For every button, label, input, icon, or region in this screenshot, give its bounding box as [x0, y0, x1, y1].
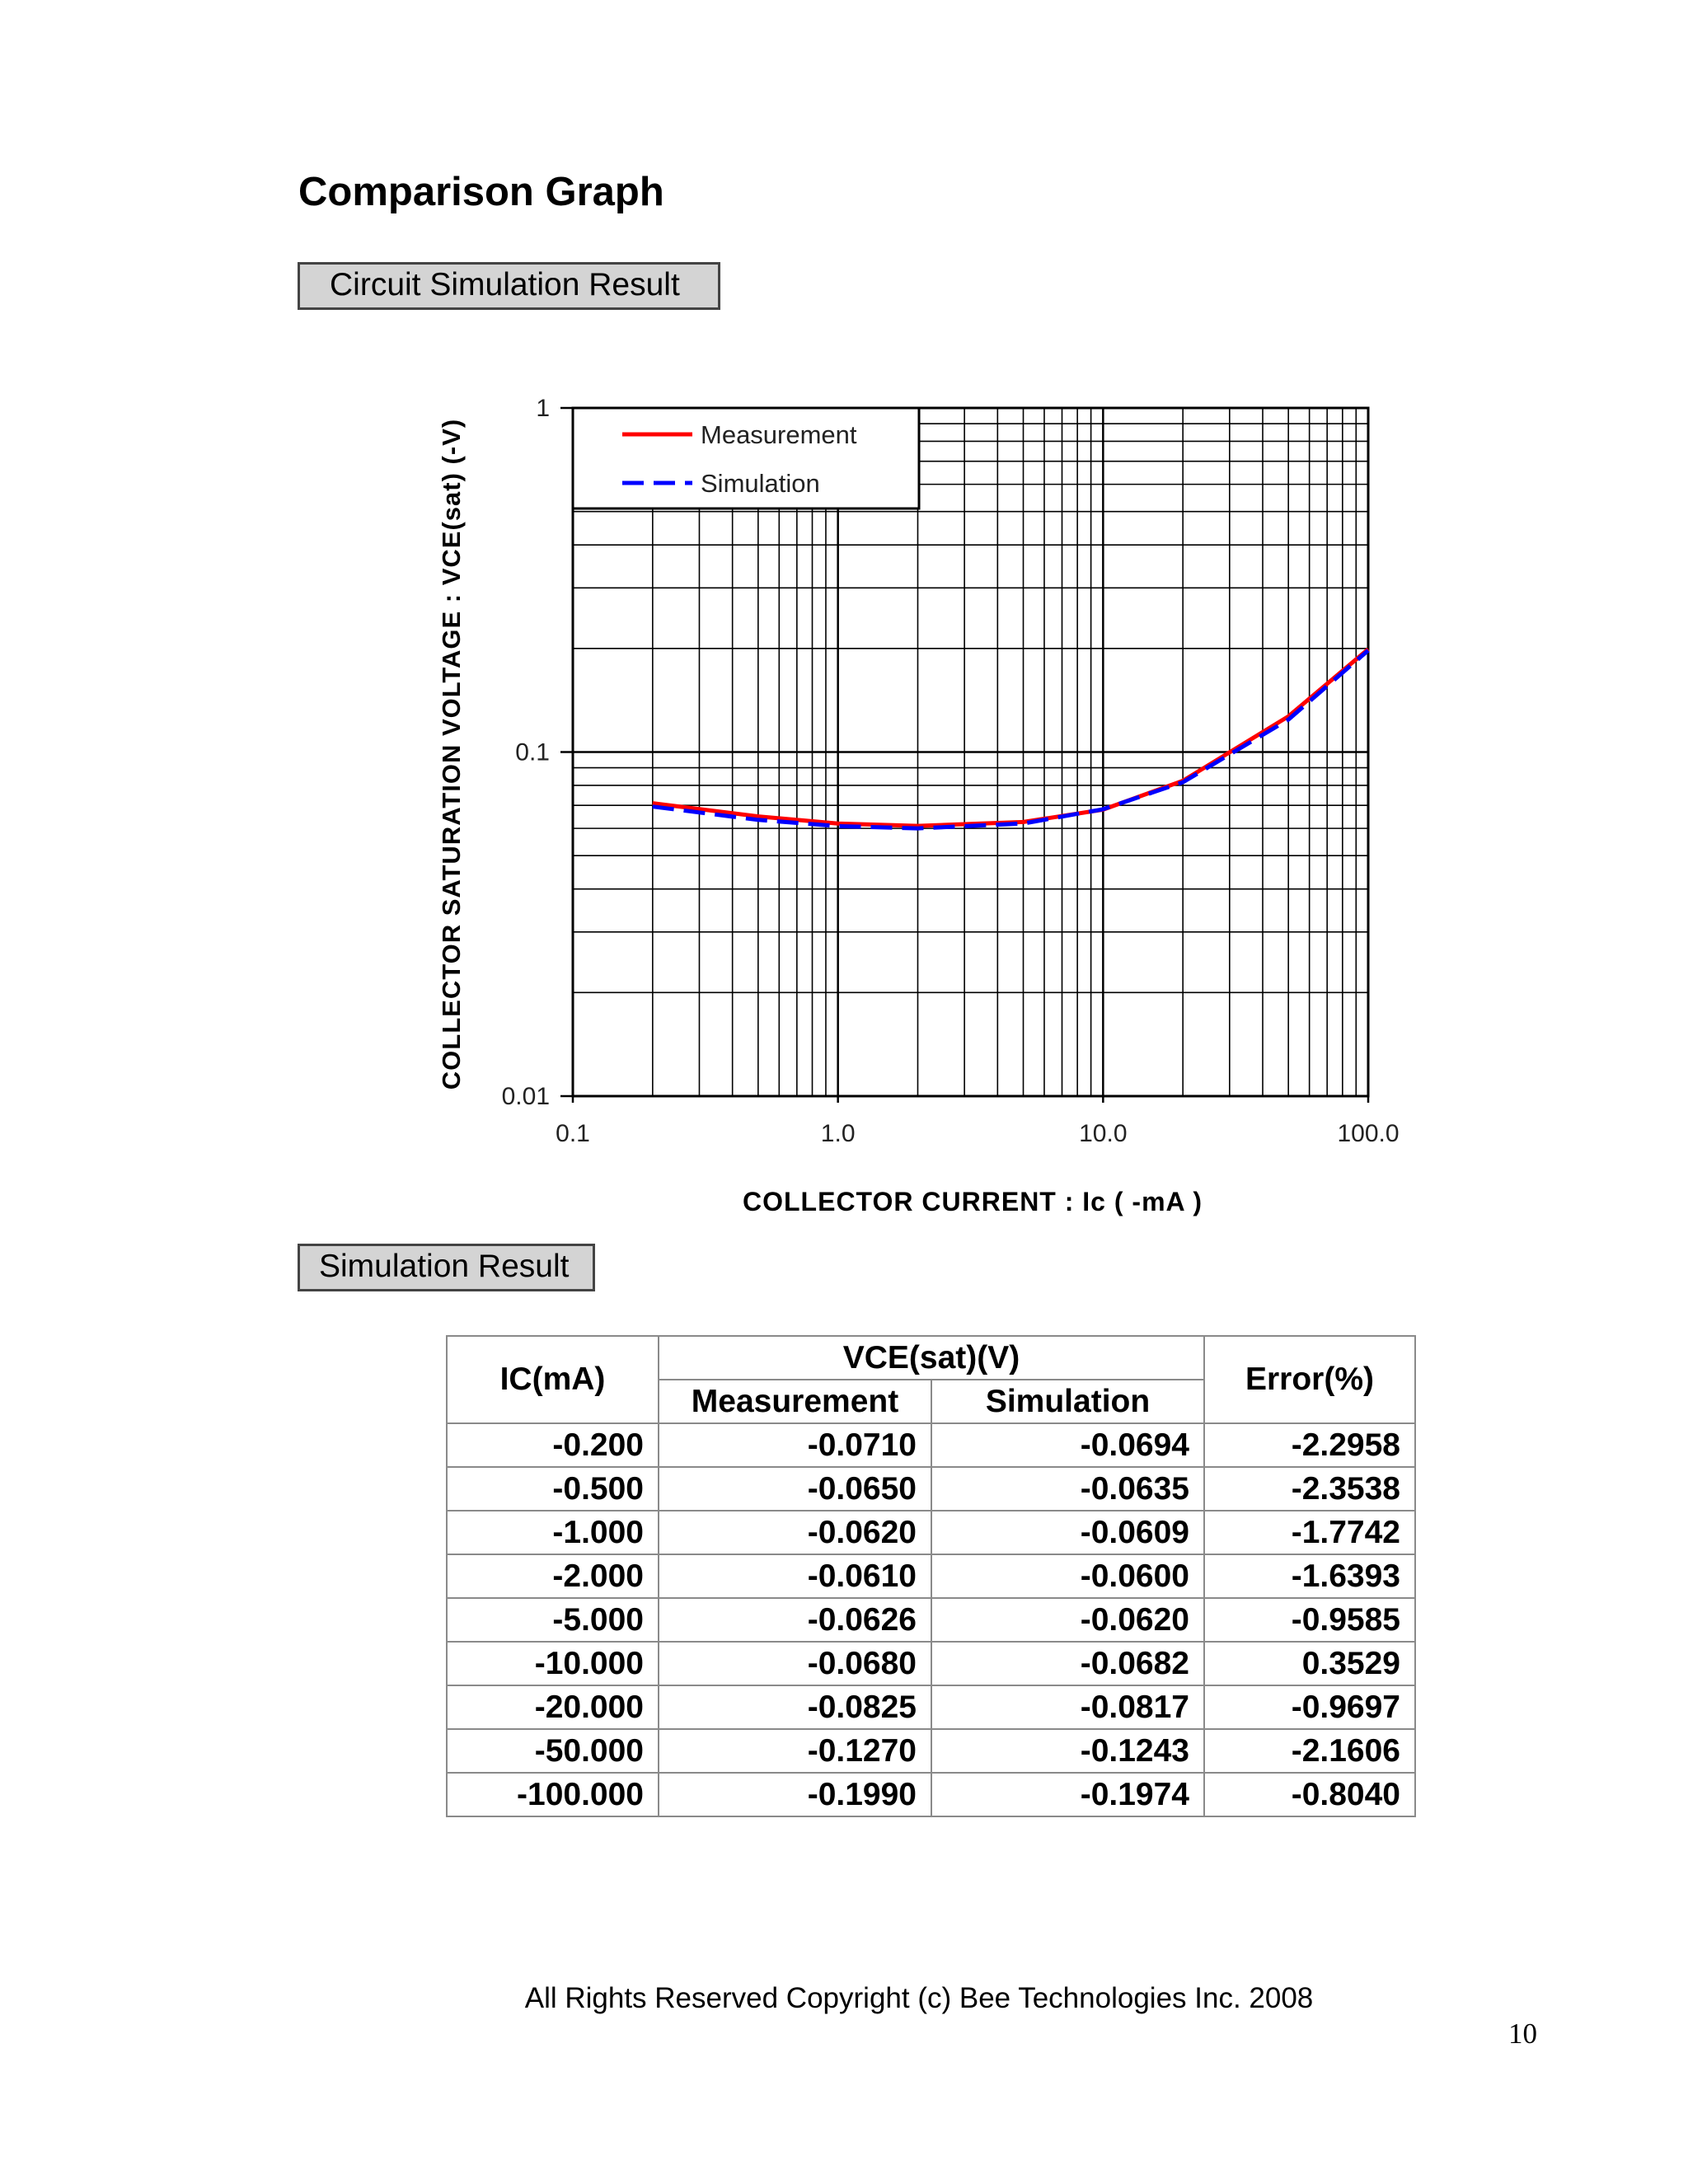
- cell-simulation: -0.0635: [931, 1467, 1204, 1511]
- table-row: [447, 1423, 1415, 1467]
- page-title: Comparison Graph: [298, 170, 664, 214]
- vce-sat-chart: [420, 387, 1434, 1162]
- cell-ic: -1.000: [447, 1511, 659, 1554]
- cell-simulation: -0.0609: [931, 1511, 1204, 1554]
- cell-ic: -0.200: [447, 1423, 659, 1467]
- legend-label-simulation: Simulation: [701, 469, 820, 498]
- table-row: [447, 1511, 1415, 1554]
- y-tick-label: 1: [536, 395, 550, 422]
- page-number: 10: [1508, 2018, 1537, 2050]
- header-simulation: Simulation: [931, 1380, 1204, 1423]
- cell-error: -0.8040: [1204, 1773, 1415, 1816]
- legend-label-measurement: Measurement: [701, 420, 857, 449]
- cell-ic: -100.000: [447, 1773, 659, 1816]
- cell-measurement: -0.1990: [659, 1773, 931, 1816]
- cell-error: -1.7742: [1204, 1511, 1415, 1554]
- table-row: [447, 1467, 1415, 1511]
- table-row: [447, 1554, 1415, 1598]
- cell-ic: -10.000: [447, 1642, 659, 1685]
- y-tick-label: 0.01: [501, 1083, 550, 1110]
- simulation-result-label: Simulation Result: [298, 1244, 595, 1291]
- y-axis-title: COLLECTOR SATURATION VOLTAGE : VCE(sat) (-V): [437, 418, 466, 1090]
- header-measurement: Measurement: [659, 1380, 931, 1423]
- cell-error: -0.9585: [1204, 1598, 1415, 1642]
- header-vce: VCE(sat)(V): [659, 1336, 1204, 1380]
- cell-error: -2.3538: [1204, 1467, 1415, 1511]
- cell-measurement: -0.0710: [659, 1423, 931, 1467]
- simulation-result-table: [446, 1335, 1416, 1817]
- cell-ic: -50.000: [447, 1729, 659, 1773]
- cell-measurement: -0.0650: [659, 1467, 931, 1511]
- cell-simulation: -0.0694: [931, 1423, 1204, 1467]
- x-tick-label: 100.0: [1337, 1120, 1400, 1147]
- copyright-notice: All Rights Reserved Copyright (c) Bee Technologies Inc. 2008: [524, 1982, 1314, 2014]
- x-tick-label: 1.0: [820, 1120, 856, 1147]
- cell-error: -0.9697: [1204, 1685, 1415, 1729]
- cell-error: -2.1606: [1204, 1729, 1415, 1773]
- table-row: [447, 1729, 1415, 1773]
- cell-ic: -5.000: [447, 1598, 659, 1642]
- header-ic: IC(mA): [447, 1336, 659, 1423]
- cell-ic: -20.000: [447, 1685, 659, 1729]
- cell-simulation: -0.0600: [931, 1554, 1204, 1598]
- cell-measurement: -0.0620: [659, 1511, 931, 1554]
- header-error: Error(%): [1204, 1336, 1415, 1423]
- table-header-row: [447, 1336, 1415, 1380]
- y-tick-label: 0.1: [515, 738, 550, 766]
- cell-ic: -2.000: [447, 1554, 659, 1598]
- cell-measurement: -0.0626: [659, 1598, 931, 1642]
- cell-error: -1.6393: [1204, 1554, 1415, 1598]
- cell-error: 0.3529: [1204, 1642, 1415, 1685]
- cell-measurement: -0.0680: [659, 1642, 931, 1685]
- circuit-simulation-result-label: Circuit Simulation Result: [298, 262, 720, 310]
- cell-simulation: -0.0620: [931, 1598, 1204, 1642]
- x-axis-title: COLLECTOR CURRENT : Ic ( -mA ): [743, 1187, 1203, 1216]
- table-row: [447, 1642, 1415, 1685]
- cell-error: -2.2958: [1204, 1423, 1415, 1467]
- x-tick-label: 10.0: [1079, 1120, 1128, 1147]
- cell-measurement: -0.0610: [659, 1554, 931, 1598]
- table-row: [447, 1773, 1415, 1816]
- cell-ic: -0.500: [447, 1467, 659, 1511]
- cell-simulation: -0.0682: [931, 1642, 1204, 1685]
- cell-simulation: -0.0817: [931, 1685, 1204, 1729]
- table-row: [447, 1598, 1415, 1642]
- cell-measurement: -0.0825: [659, 1685, 931, 1729]
- cell-simulation: -0.1974: [931, 1773, 1204, 1816]
- x-tick-label: 0.1: [556, 1120, 590, 1147]
- cell-measurement: -0.1270: [659, 1729, 931, 1773]
- table-row: [447, 1685, 1415, 1729]
- cell-simulation: -0.1243: [931, 1729, 1204, 1773]
